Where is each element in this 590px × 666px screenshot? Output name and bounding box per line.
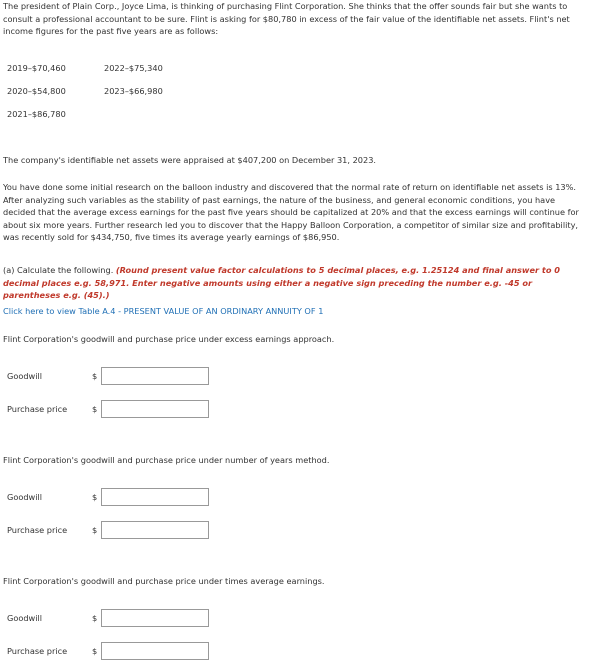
rounding-instruction: (Round present value factor calculations to 5 decimal places, e.g. 1.25124 and final answer to 0 decimal places e.g. 58,971. Enter negative amounts using either a negative sign preceding the number e.g. -45 or parentheses e.g. (45).): [3, 265, 561, 300]
currency-symbol: $: [92, 371, 98, 381]
table-a4-link[interactable]: Click here to view Table A.4 - PRESENT VALUE OF AN ORDINARY ANNUITY OF 1: [3, 306, 324, 316]
goodwill-label: Goodwill: [7, 492, 43, 502]
years-method-price-input[interactable]: [101, 521, 209, 539]
net-assets-text: The company's identifiable net assets were appraised at $407,200 on December 31, 2023.: [3, 155, 377, 165]
problem-intro: The president of Plain Corp., Joyce Lima, is thinking of purchasing Flint Corporation. She thinks that the offer sounds fair but she wants to consult a professional accountant to be sure. Flint is asking for $80,780 in excess of the fair value of the identifiable net assets. Flint's net income figures for the past five years are as follows:: [3, 1, 570, 36]
task-a-prefix: (a) Calculate the following.: [3, 265, 114, 275]
times-average-price-input[interactable]: [101, 642, 209, 660]
years-method-goodwill-input[interactable]: [101, 488, 209, 506]
goodwill-label: Goodwill: [7, 371, 43, 381]
currency-symbol: $: [92, 646, 98, 656]
excess-earnings-price-input[interactable]: [101, 400, 209, 418]
task-a-instructions: [3, 264, 587, 302]
earnings-2023: 2023–$66,980: [104, 86, 163, 96]
purchase-price-label: Purchase price: [7, 404, 68, 414]
number-of-years-heading: Flint Corporation's goodwill and purchase price under number of years method.: [3, 455, 330, 465]
earnings-2021: 2021–$86,780: [7, 109, 66, 119]
purchase-price-label: Purchase price: [7, 646, 68, 656]
excess-earnings-goodwill-input[interactable]: [101, 367, 209, 385]
purchase-price-label: Purchase price: [7, 525, 68, 535]
currency-symbol: $: [92, 404, 98, 414]
research-text: You have done some initial research on the balloon industry and discovered that the normal rate of return on identifiable net assets is 13%. After analyzing such variables as the stability of past earnings, the nature of the business, and general economic conditions, you have decided that the average excess earnings for the past five years should be capitalized at 20% and that the excess earnings will continue for about six more years. Further research led you to discover that the Happy Balloon Corporation, a competitor of similar size and profitability, was recently sold for $434,750, five times its average yearly earnings of $86,950.: [3, 182, 579, 242]
earnings-2019: 2019–$70,460: [7, 63, 66, 73]
earnings-2020: 2020–$54,800: [7, 86, 66, 96]
times-average-goodwill-input[interactable]: [101, 609, 209, 627]
excess-earnings-heading: Flint Corporation's goodwill and purchase price under excess earnings approach.: [3, 334, 335, 344]
goodwill-label: Goodwill: [7, 613, 43, 623]
currency-symbol: $: [92, 492, 98, 502]
currency-symbol: $: [92, 525, 98, 535]
times-average-heading: Flint Corporation's goodwill and purchase price under times average earnings.: [3, 576, 325, 586]
currency-symbol: $: [92, 613, 98, 623]
earnings-2022: 2022–$75,340: [104, 63, 163, 73]
